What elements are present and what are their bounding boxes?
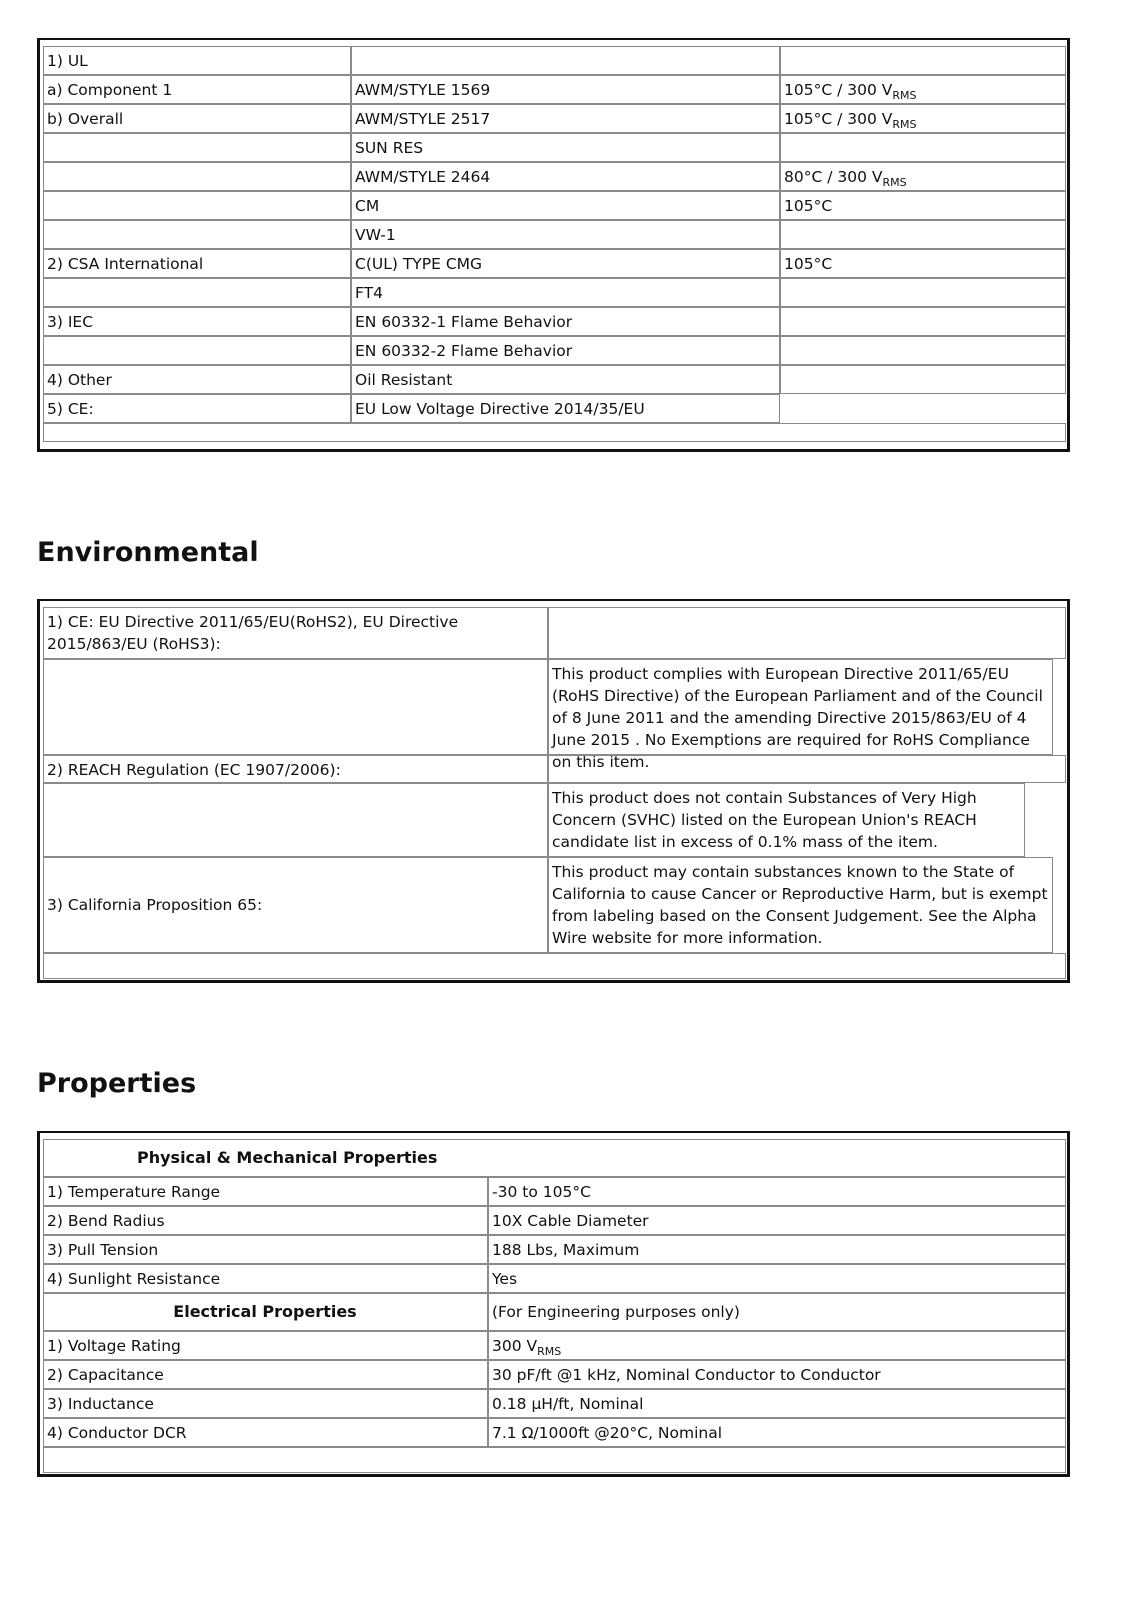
electrical-property-label bbox=[43, 1389, 488, 1418]
cert-row-label-text: b) Overall bbox=[47, 110, 124, 128]
physical-property-value bbox=[488, 1206, 1066, 1235]
physical-property-label bbox=[43, 1206, 488, 1235]
cert-row-standard bbox=[351, 46, 780, 75]
cert-row-label bbox=[43, 336, 351, 365]
physical-property-value bbox=[488, 1177, 1066, 1206]
cert-row-label bbox=[43, 162, 351, 191]
cert-row-standard bbox=[351, 394, 780, 423]
electrical-property-label bbox=[43, 1331, 488, 1360]
electrical-property-value bbox=[488, 1389, 1066, 1418]
cert-row-label bbox=[43, 278, 351, 307]
electrical-property-value bbox=[488, 1418, 1066, 1447]
physical-property-value bbox=[488, 1235, 1066, 1264]
physical-property-label bbox=[43, 1235, 488, 1264]
electrical-property-value-text: 0.18 µH/ft, Nominal bbox=[492, 1395, 644, 1413]
cert-row-label bbox=[43, 104, 351, 133]
rohs-label: 1) CE: EU Directive 2011/65/EU(RoHS2), EU Directive 2015/863/EU (RoHS3): bbox=[43, 607, 548, 659]
cert-row-standard bbox=[351, 365, 780, 394]
cert-row-label bbox=[43, 365, 351, 394]
physical-property-label-text: 4) Sunlight Resistance bbox=[47, 1270, 221, 1288]
cert-row-standard bbox=[351, 133, 780, 162]
cert-row-label-text: a) Component 1 bbox=[47, 81, 173, 99]
electrical-property-value-subscript: RMS bbox=[537, 1345, 562, 1358]
cert-row-label-text: 1) UL bbox=[47, 52, 88, 70]
cert-row-standard-text: AWM/STYLE 2517 bbox=[355, 110, 491, 128]
cert-row-label bbox=[43, 249, 351, 278]
prop65-label: 3) California Proposition 65: bbox=[43, 857, 548, 953]
physical-property-value-text: -30 to 105°C bbox=[492, 1183, 591, 1201]
electrical-note-text: (For Engineering purposes only) bbox=[492, 1303, 740, 1321]
physical-property-value-text: 188 Lbs, Maximum bbox=[492, 1241, 640, 1259]
electrical-property-value bbox=[488, 1360, 1066, 1389]
cert-row-standard bbox=[351, 249, 780, 278]
cert-row-rating-text: 105°C bbox=[784, 197, 833, 215]
cert-row-rating bbox=[780, 307, 1066, 336]
physical-property-label-text: 3) Pull Tension bbox=[47, 1241, 159, 1259]
cert-row-standard bbox=[351, 307, 780, 336]
cert-row-rating bbox=[780, 133, 1066, 162]
electrical-property-label-text: 2) Capacitance bbox=[47, 1366, 164, 1384]
cert-row-label bbox=[43, 307, 351, 336]
electrical-property-label bbox=[43, 1360, 488, 1389]
electrical-property-value-text: 30 pF/ft @1 kHz, Nominal Conductor to Conductor bbox=[492, 1366, 881, 1384]
cert-row-rating-text: 105°C / 300 V bbox=[784, 81, 893, 99]
cert-row-rating-subscript: RMS bbox=[892, 118, 917, 131]
cert-row-standard-text: CM bbox=[355, 197, 380, 215]
environmental-footer-row bbox=[43, 953, 1066, 979]
environmental-heading: Environmental bbox=[37, 537, 259, 568]
cert-row-standard bbox=[351, 191, 780, 220]
cert-row-rating-text: 80°C / 300 V bbox=[784, 168, 883, 186]
reach-empty-cell bbox=[43, 783, 548, 857]
cert-row-rating-text: 105°C / 300 V bbox=[784, 110, 893, 128]
cert-row-rating bbox=[780, 191, 1066, 220]
cert-row-rating bbox=[780, 46, 1066, 75]
physical-property-value-text: Yes bbox=[492, 1270, 518, 1288]
physical-property-label-text: 1) Temperature Range bbox=[47, 1183, 221, 1201]
electrical-property-label bbox=[43, 1418, 488, 1447]
cert-row-label bbox=[43, 220, 351, 249]
cert-row-standard-text: AWM/STYLE 2464 bbox=[355, 168, 491, 186]
cert-row-label bbox=[43, 394, 351, 423]
cert-row-rating-subscript: RMS bbox=[892, 89, 917, 102]
cert-row-standard-text: AWM/STYLE 1569 bbox=[355, 81, 491, 99]
cert-row-rating bbox=[780, 278, 1066, 307]
cert-row-rating-subscript: RMS bbox=[882, 176, 907, 189]
physical-property-value bbox=[488, 1264, 1066, 1293]
cert-row-rating bbox=[780, 220, 1066, 249]
rohs-text: This product complies with European Directive 2011/65/EU (RoHS Directive) of the European Parliament and of the Council of 8 June 2011 and the amending Directive 2015/863/EU of 4 June 2015 . No Exemptions are required for RoHS Compliance on this item. bbox=[548, 659, 1053, 755]
cert-row-standard-text: C(UL) TYPE CMG bbox=[355, 255, 483, 273]
electrical-property-value bbox=[488, 1331, 1066, 1360]
prop65-text: This product may contain substances known to the State of California to cause Cancer or Reproductive Harm, but is exempt from labeling based on the Consent Judgement. See the Alpha Wire website for more information. bbox=[548, 857, 1053, 953]
physical-property-label bbox=[43, 1177, 488, 1206]
cert-row-rating bbox=[780, 75, 1066, 104]
physical-property-label bbox=[43, 1264, 488, 1293]
reach-label-spacer bbox=[548, 755, 1066, 783]
rohs-label-spacer bbox=[548, 607, 1066, 659]
cert-row-label-text: 4) Other bbox=[47, 371, 112, 389]
cert-row-standard bbox=[351, 336, 780, 365]
cert-row-standard-text: FT4 bbox=[355, 284, 383, 302]
cert-row-label bbox=[43, 133, 351, 162]
cert-row-rating bbox=[780, 365, 1066, 394]
cert-row-standard-text: EN 60332-1 Flame Behavior bbox=[355, 313, 573, 331]
certifications-footer-row bbox=[43, 423, 1066, 442]
cert-row-standard-text: SUN RES bbox=[355, 139, 424, 157]
cert-row-standard-text: VW-1 bbox=[355, 226, 396, 244]
physical-properties-title bbox=[43, 1139, 1066, 1177]
cert-row-standard bbox=[351, 278, 780, 307]
certifications-table bbox=[37, 38, 1070, 452]
electrical-property-label-text: 4) Conductor DCR bbox=[47, 1424, 187, 1442]
cert-row-label-text: 3) IEC bbox=[47, 313, 94, 331]
cert-row-rating-text: 105°C bbox=[784, 255, 833, 273]
electrical-property-label-text: 3) Inductance bbox=[47, 1395, 154, 1413]
cert-row-label bbox=[43, 191, 351, 220]
cert-row-standard-text: Oil Resistant bbox=[355, 371, 453, 389]
cert-row-label bbox=[43, 75, 351, 104]
physical-property-value-text: 10X Cable Diameter bbox=[492, 1212, 649, 1230]
cert-row-label-text: 2) CSA International bbox=[47, 255, 204, 273]
cert-row-standard bbox=[351, 162, 780, 191]
physical-property-label-text: 2) Bend Radius bbox=[47, 1212, 165, 1230]
electrical-property-value-text: 300 V bbox=[492, 1337, 538, 1355]
electrical-properties-title bbox=[43, 1293, 488, 1331]
electrical-note bbox=[488, 1293, 1066, 1331]
cert-row-standard bbox=[351, 104, 780, 133]
electrical-properties-title-text: Electrical Properties bbox=[173, 1302, 357, 1321]
rohs-empty-cell bbox=[43, 659, 548, 755]
cert-row-standard-text: EU Low Voltage Directive 2014/35/EU bbox=[355, 400, 645, 418]
cert-row-rating bbox=[780, 104, 1066, 133]
environmental-table bbox=[37, 599, 1070, 983]
reach-text: This product does not contain Substances of Very High Concern (SVHC) listed on the European Union's REACH candidate list in excess of 0.1% mass of the item. bbox=[548, 783, 1025, 857]
cert-row-rating bbox=[780, 249, 1066, 278]
electrical-property-label-text: 1) Voltage Rating bbox=[47, 1337, 181, 1355]
cert-row-standard bbox=[351, 75, 780, 104]
cert-row-label bbox=[43, 46, 351, 75]
reach-label: 2) REACH Regulation (EC 1907/2006): bbox=[43, 755, 548, 783]
cert-row-standard bbox=[351, 220, 780, 249]
properties-table bbox=[37, 1131, 1070, 1477]
cert-row-rating bbox=[780, 336, 1066, 365]
physical-properties-title-text: Physical & Mechanical Properties bbox=[137, 1148, 438, 1167]
electrical-property-value-text: 7.1 Ω/1000ft @20°C, Nominal bbox=[492, 1424, 723, 1442]
properties-heading: Properties bbox=[37, 1068, 197, 1099]
cert-row-rating bbox=[780, 162, 1066, 191]
properties-footer-row bbox=[43, 1447, 1066, 1473]
cert-row-label-text: 5) CE: bbox=[47, 400, 94, 418]
cert-row-standard-text: EN 60332-2 Flame Behavior bbox=[355, 342, 573, 360]
